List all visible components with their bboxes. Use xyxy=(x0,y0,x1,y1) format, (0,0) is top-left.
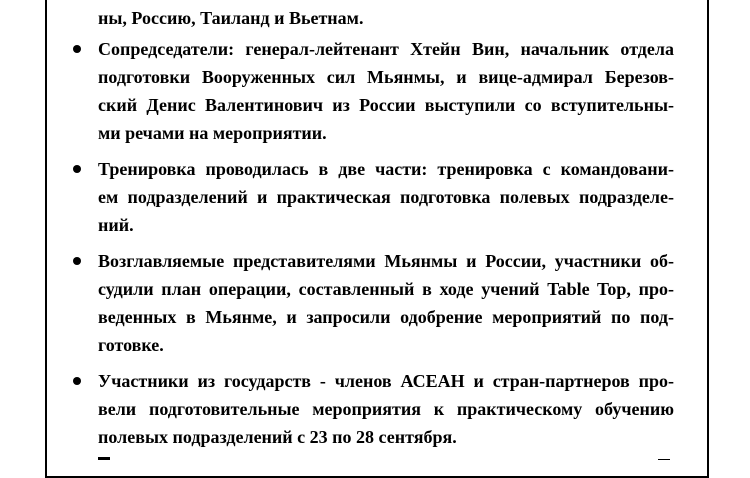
text-line: ми речами на мероприятии. xyxy=(98,123,327,143)
text-line: веденных в Мьянме, и запросили одобрение мероприятий по под- xyxy=(98,307,674,327)
text-line: Участники из государств - членов АСЕАН и стран-партнеров про- xyxy=(98,371,674,391)
text-line: ний. xyxy=(98,215,134,235)
text-line: ны, Россию, Таиланд и Вьетнам. xyxy=(98,8,364,28)
bullet-marker xyxy=(73,45,81,53)
bullet-marker xyxy=(73,377,81,385)
text-line: судили план операции, составленный в ходе учений Table Top, про- xyxy=(98,279,674,299)
text-line: Возглавляемые представителями Мьянмы и России, участники об- xyxy=(98,251,674,271)
text-line: Сопредседатели: генерал-лейтенант Хтейн Вин, начальник отдела xyxy=(98,39,674,59)
text-line: готовке. xyxy=(98,335,164,355)
text-line: вели подготовительные мероприятия к практическому обучению xyxy=(98,399,674,419)
text-line: ский Денис Валентинович из России выступили со вступительны- xyxy=(98,95,674,115)
text-line: Тренировка проводилась в две части: тренировка с командовани- xyxy=(98,159,674,179)
text-line: подготовки Вооруженных сил Мьянмы, и вице-адмирал Березов- xyxy=(98,67,674,87)
bullet-marker xyxy=(73,165,81,173)
text-line: ем подразделений и практическая подготовка полевых подразделе- xyxy=(98,187,674,207)
clipped-glyph-tops xyxy=(98,453,674,460)
clipped-next-line xyxy=(98,450,674,460)
text-line: полевых подразделений с 23 по 28 сентября. xyxy=(98,427,457,447)
bullet-marker xyxy=(73,257,81,265)
